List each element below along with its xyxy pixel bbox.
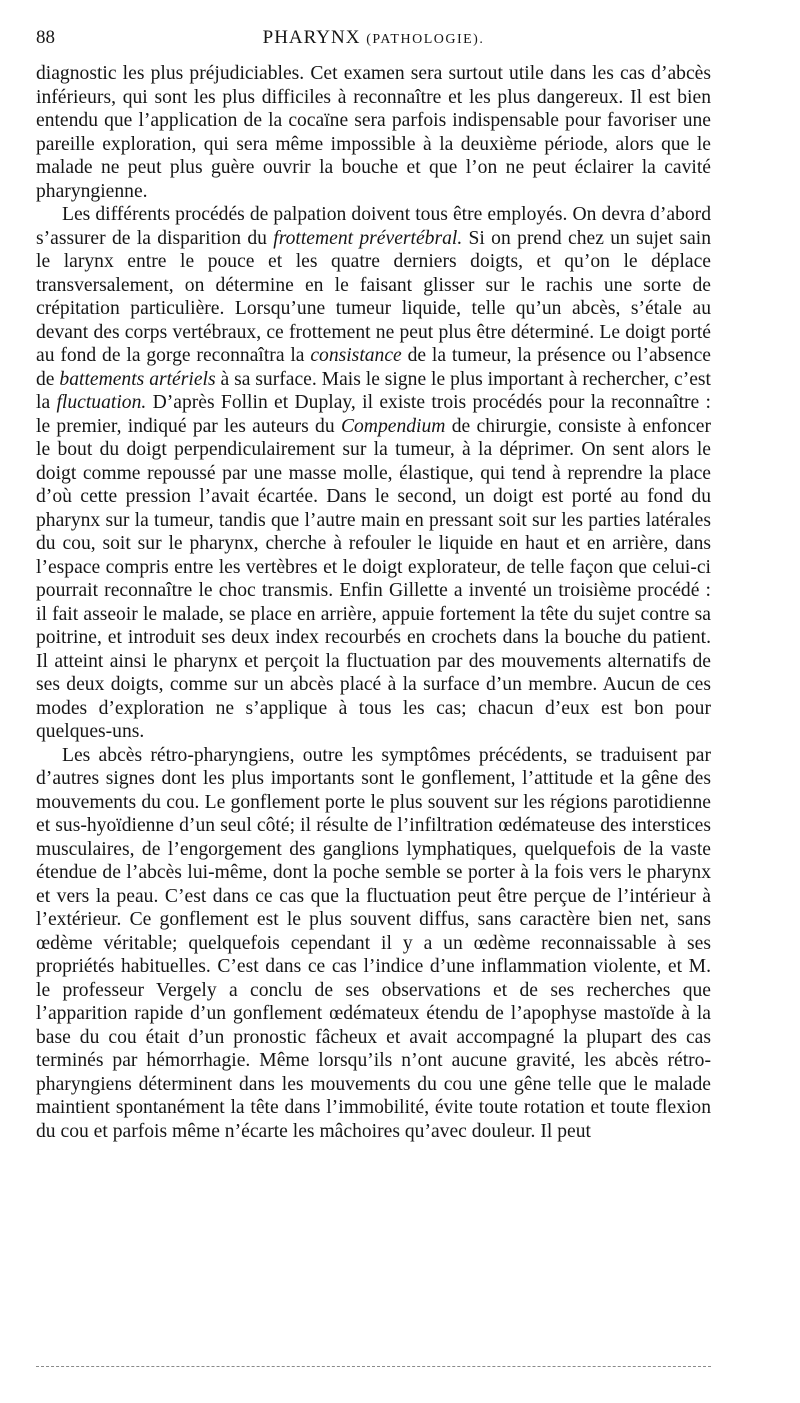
- text-run: Les abcès rétro-pharyngiens, outre les symptômes précédents, se traduisent par d’autres signes dont les plus importants sont le gonflement, l’attitude et la gêne des mouvements du cou. Le gonflement porte le plus souvent sur les régions parotidienne et sus-hyoïdienne d’un seul côté; il résulte de l’infiltration œdémateuse des interstices musculaires, de l’engorgement des ganglions lymphatiques, quelquefois de la vaste étendue de l’abcès lui-même, dont la poche semble se porter à la fois vers le pharynx et vers la peau. C’est dans ce cas que la fluctuation peut être perçue de l’intérieur à l’extérieur. Ce gonflement est le plus souvent diffus, sans caractère bien net, sans œdème véritable; quelquefois cependant il y a un œdème reconnaissable à ses propriétés habituelles. C’est dans ce cas l’indice d’une inflammation violente, et M. le professeur Vergely a conclu de ses observations et de ses recherches que l’apparition rapide d’un gonflement œdémateux étendu de l’apophyse mastoïde à la base du cou était d’un pronostic fâcheux et avait accompagné la plupart des cas terminés par hémorrhagie. Même lorsqu’ils n’ont aucune gravité, les abcès rétro-pharyngiens déterminent dans les mouvements du cou une gêne telle que le malade maintient spontanément la tête dans l’immobilité, évite toute rotation et toute flexion du cou et parfois même n’écarte les mâchoires qu’avec douleur. Il peut: [36, 744, 711, 1142]
- text-run: D’après Follin et Duplay, il existe trois procédés pour la reconnaître : le premier, indiqué par les auteurs du: [36, 392, 711, 437]
- text-run: de la tumeur, la présence ou l’absence de: [36, 345, 711, 390]
- italic-term: fluctuation.: [56, 392, 147, 413]
- text-run: de chirurgie, consiste à enfoncer le bout du doigt perpendiculairement sur la tumeur, à la déprimer. On sent alors le doigt comme repoussé par une masse molle, élastique, qui tend à reprendre la place d’où cette pression l’avait écartée. Dans le second, un doigt est porté au fond du pharynx sur la tumeur, tandis que l’autre main en pressant soit sur les parties latérales du cou, soit sur le pharynx, cherche à refouler le liquide en haut et en arrière, dans l’espace compris entre les vertèbres et le doigt explorateur, de telle façon que celui-ci pourrait reconnaître le choc transmis. Enfin Gillette a inventé un troisième procédé : il fait asseoir le malade, se place en arrière, appuie fortement la tête du sujet contre sa poitrine, et introduit ses deux index recourbés en crochets dans la bouche du patient. Il atteint ainsi le pharynx et perçoit la fluctuation par des mouvements alternatifs de ses deux doigts, comme sur un abcès placé à la surface d’un membre. Aucun de ces modes d’exploration ne s’applique à tous les cas; chacun d’eux est bon pour quelques-uns.: [36, 415, 711, 742]
- body-text: [36, 62, 711, 1143]
- text-run: diagnostic les plus préjudiciables. Cet examen sera surtout utile dans les cas d’abcès inférieurs, qui sont les plus difficiles à reconnaître et les plus dangereux. Il est bien entendu que l’application de la cocaïne sera parfois indispensable pour favoriser une pareille exploration, qui sera même impossible à la deuxième période, alors que le malade ne peut plus guère ouvrir la bouche et que l’on ne peut éclairer la cavité pharyngienne.: [36, 63, 711, 202]
- running-title-sub: (PATHOLOGIE).: [366, 32, 485, 47]
- text-run: Les différents procédés de palpation doivent tous être employés. On devra d’abord s’assurer de la disparition du: [36, 204, 711, 249]
- italic-term: consistance: [310, 345, 402, 366]
- page-header: [36, 24, 711, 52]
- page-number: 88: [36, 27, 55, 48]
- italic-term: battements artériels: [59, 368, 216, 390]
- italic-term: frottement prévertébral.: [273, 227, 463, 249]
- text-run: Si on prend chez un sujet sain le larynx entre le pouce et les quatre derniers doigts, et qu’on le déplace transversalement, on détermine en le faisant glisser sur le rachis une sorte de crépitation particulière. Lorsqu’une tumeur liquide, telle qu’un abcès, s’étale au devant des corps vertébraux, ce frottement ne peut plus être déterminé. Le doigt porté au fond de la gorge reconnaîtra la: [36, 227, 712, 366]
- text-run: à sa surface. Mais le signe le plus important à rechercher, c’est la: [36, 368, 711, 413]
- paragraph: [36, 203, 711, 744]
- running-title: [36, 24, 711, 54]
- italic-term: Compendium: [340, 415, 446, 437]
- running-title-main: PHARYNX: [262, 27, 361, 48]
- paragraph: [36, 744, 711, 1144]
- footer-rule: [36, 1366, 711, 1367]
- paragraph: [36, 62, 711, 203]
